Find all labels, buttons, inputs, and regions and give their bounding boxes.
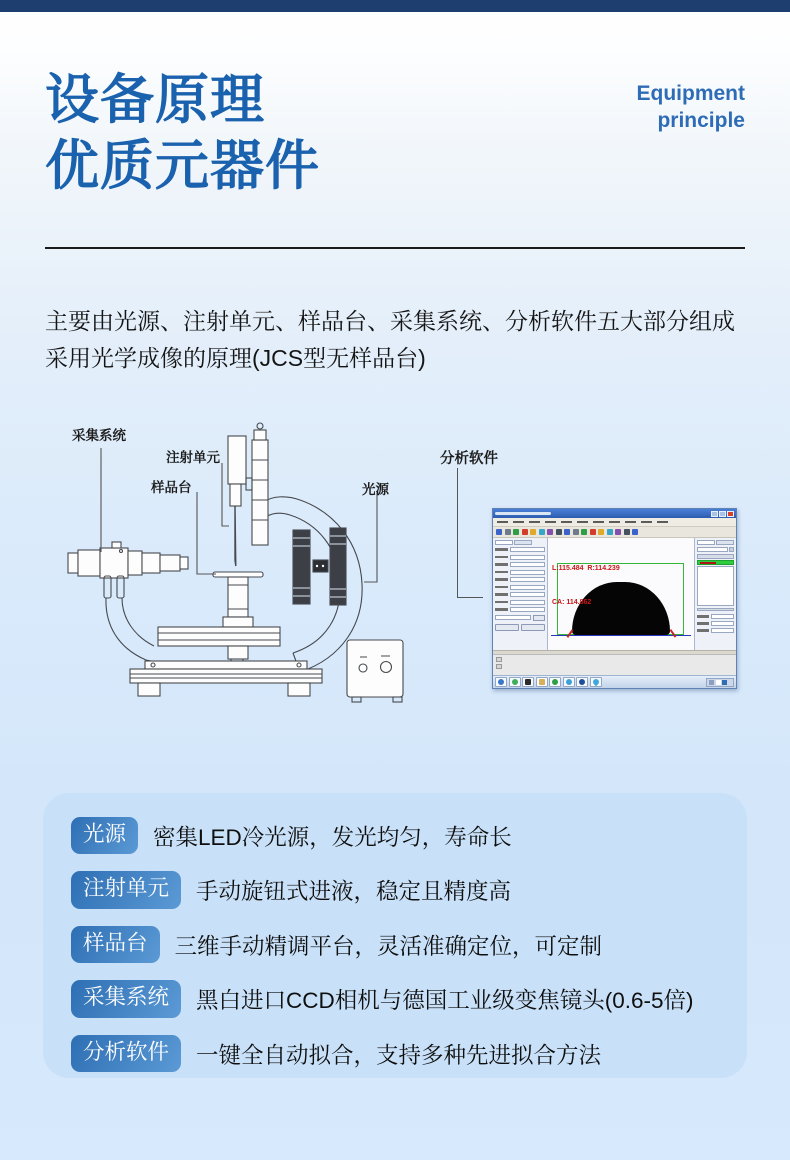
left-panel-buttons: [495, 624, 545, 631]
label-connector-line: [457, 468, 458, 597]
toolbar-icon: [564, 529, 570, 535]
menu-item-stub: [529, 521, 540, 524]
drop-image-canvas: [548, 538, 694, 650]
toolbar-icon: [505, 529, 511, 535]
diagram-label-collection-system: 采集系统: [72, 428, 126, 443]
right-panel-tabs: [697, 540, 734, 545]
feature-row: [71, 814, 747, 857]
result-table-body: [697, 566, 734, 606]
feature-row: [71, 869, 747, 912]
menu-item-stub: [513, 521, 524, 524]
header-subtitle: [637, 80, 746, 135]
panel-button: [496, 664, 502, 669]
toolbar-icon: [632, 529, 638, 535]
readout-ca: CA: 114.862: [552, 598, 592, 606]
feature-tag: 注射单元: [71, 871, 181, 909]
toolbar-icon: [590, 529, 596, 535]
feature-desc: 黑白进口CCD相机与德国工业级变焦镜头(0.6-5倍): [196, 988, 694, 1013]
header-subtitle-line2: principle: [657, 109, 745, 133]
toolbar-icon: [522, 529, 528, 535]
menu-item-stub: [593, 521, 604, 524]
taskbar-app-icon: [509, 677, 521, 687]
diagram-label-injection-unit: 注射单元: [166, 450, 220, 465]
result-row-selected: [697, 560, 734, 565]
panel-button: [496, 657, 502, 662]
h-scrollbar: [697, 608, 734, 611]
toolbar-icon: [615, 529, 621, 535]
menu-item-stub: [561, 521, 572, 524]
menu-item-stub: [577, 521, 588, 524]
software-toolbar: [493, 527, 736, 538]
desktop-panel: [493, 654, 736, 675]
feature-row: [71, 1032, 747, 1075]
software-left-panel: [493, 538, 548, 650]
minimize-icon: [711, 511, 718, 517]
desktop-taskbar: [493, 675, 736, 688]
window-controls: [711, 511, 734, 517]
result-table-header: [697, 554, 734, 559]
feature-desc: 三维手动精调平台，灵活准确定位，可定制: [174, 933, 603, 959]
toolbar-icon: [530, 529, 536, 535]
page-title-line1: 设备原理: [45, 70, 265, 130]
feature-tag: 样品台: [71, 926, 160, 964]
instrument-diagram: [50, 420, 410, 710]
header-divider: [45, 247, 745, 249]
toolbar-icon: [547, 529, 553, 535]
feature-tag: 分析软件: [71, 1035, 181, 1073]
feature-desc: 手动旋钮式进液，稳定且精度高: [196, 879, 512, 904]
close-icon: [727, 511, 734, 517]
feature-tag: 采集系统: [71, 980, 181, 1018]
software-title-bar: [493, 509, 736, 518]
system-tray: [706, 678, 734, 687]
left-panel-tabs: [495, 540, 545, 545]
taskbar-drop-icon: [590, 677, 602, 687]
page-title: [45, 68, 320, 200]
label-connector-line: [457, 597, 483, 598]
measurement-readout: [552, 541, 620, 631]
menu-item-stub: [625, 521, 636, 524]
diagram-label-sample-stage: 样品台: [151, 480, 192, 495]
toolbar-icon: [624, 529, 630, 535]
software-right-panel: [694, 538, 736, 650]
feature-tag: 光源: [71, 817, 138, 855]
header-subtitle-line1: Equipment: [636, 82, 745, 105]
taskbar-app-icon: [536, 677, 548, 687]
toolbar-icon: [539, 529, 545, 535]
taskbar-app-icon: [576, 677, 588, 687]
software-screenshot: [492, 508, 737, 689]
parameter-fields: [495, 547, 545, 612]
taskbar-app-icon: [549, 677, 561, 687]
readout-lr: L:115.484 R:114.239: [552, 565, 620, 573]
toolbar-icon: [556, 529, 562, 535]
software-menu-bar: [493, 518, 736, 527]
menu-item-stub: [545, 521, 556, 524]
feature-card: [43, 793, 747, 1078]
taskbar-app-icon: [563, 677, 575, 687]
taskbar-app-icon: [495, 677, 507, 687]
toolbar-icon: [496, 529, 502, 535]
top-accent-bar: [0, 0, 790, 12]
menu-item-stub: [641, 521, 652, 524]
toolbar-icon: [607, 529, 613, 535]
toolbar-icon: [581, 529, 587, 535]
summary-values: [697, 614, 734, 633]
taskbar-app-icon: [522, 677, 534, 687]
feature-row: [71, 978, 747, 1021]
feature-desc: 一键全自动拟合，支持多种先进拟合方法: [196, 1042, 602, 1068]
page-title-line2: 优质元器件: [45, 135, 320, 196]
menu-item-stub: [609, 521, 620, 524]
maximize-icon: [719, 511, 726, 517]
feature-desc: 密集LED冷光源，发光均匀，寿命长: [153, 824, 512, 850]
software-window-title: [495, 512, 551, 515]
toolbar-icon: [573, 529, 579, 535]
feature-row: [71, 923, 747, 966]
intro-paragraph: 主要由光源、注射单元、样品台、采集系统、分析软件五大部分组成采用光学成像的原理(JCS型无样品台): [45, 308, 735, 372]
toolbar-icon: [598, 529, 604, 535]
baseline: [551, 635, 691, 637]
diagram-label-analysis-software: 分析软件: [440, 451, 498, 467]
menu-item-stub: [657, 521, 668, 524]
toolbar-icon: [513, 529, 519, 535]
result-filter-row: [697, 547, 734, 552]
diagram-label-light-source: 光源: [362, 482, 389, 497]
menu-item-stub: [497, 521, 508, 524]
